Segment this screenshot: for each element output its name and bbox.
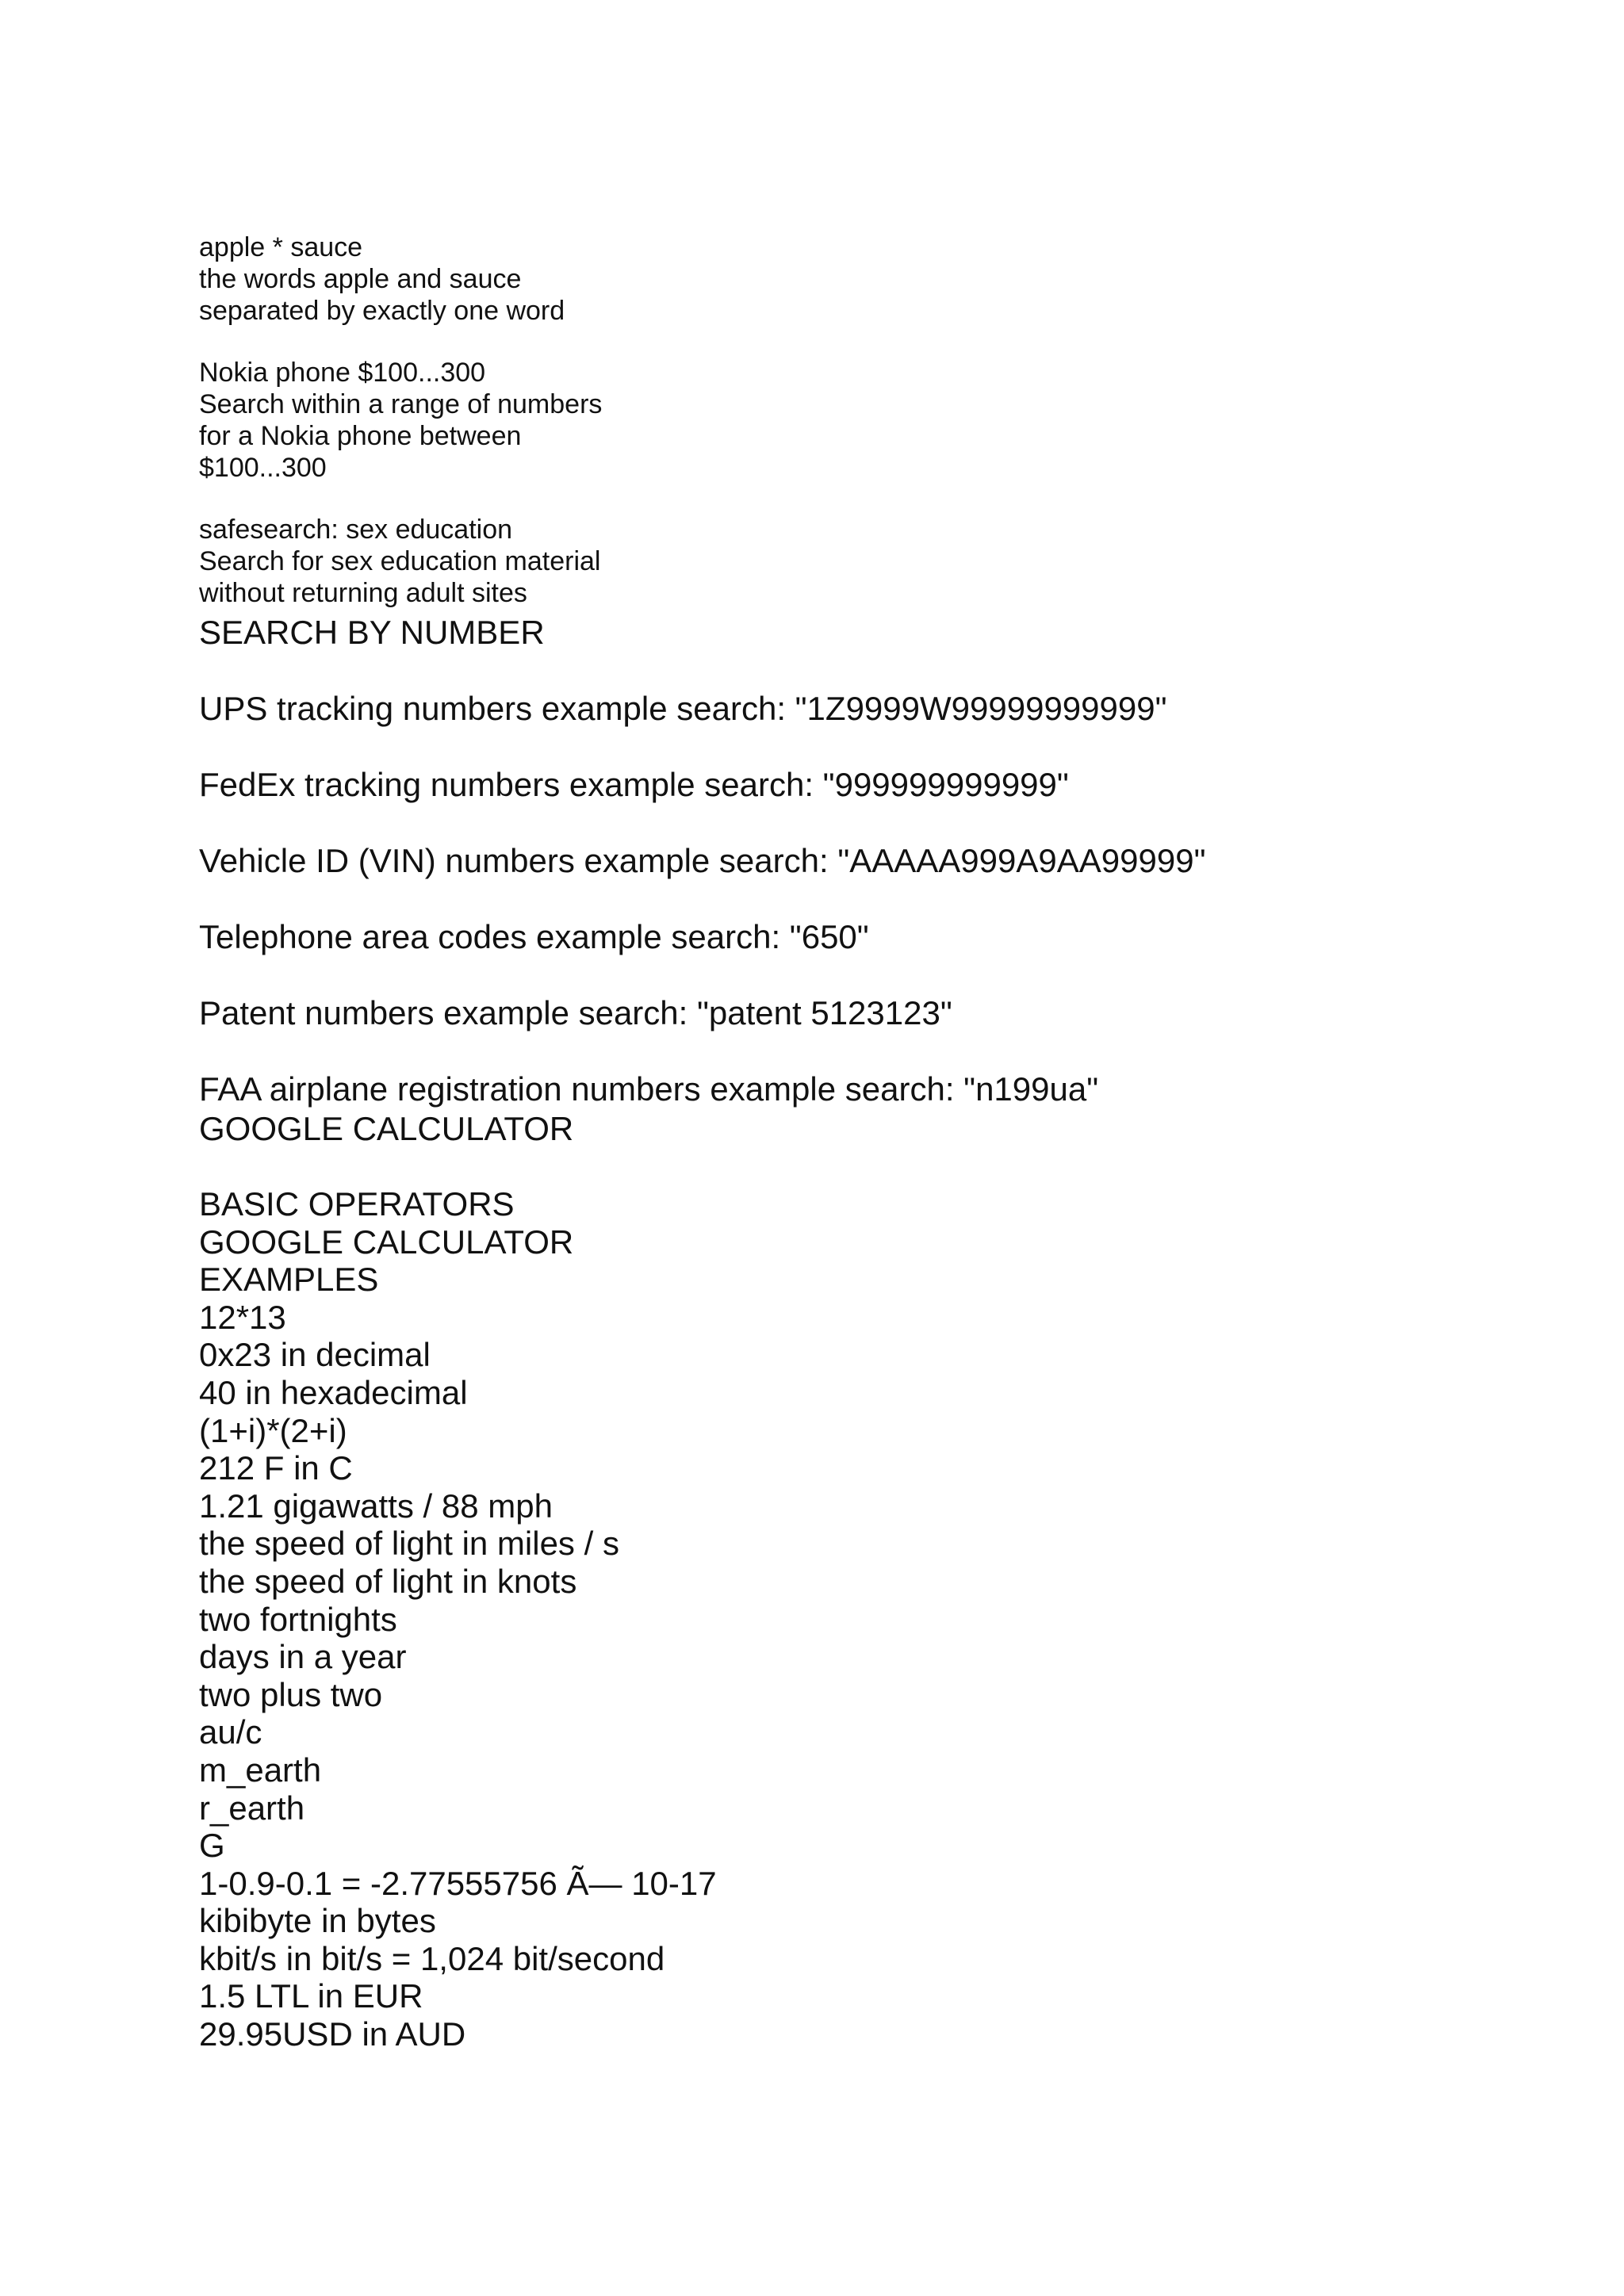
operator-example-safesearch: [199, 514, 1547, 609]
calculator-line: m_earth: [199, 1751, 322, 1789]
calculator-line: 1.21 gigawatts / 88 mph: [199, 1487, 553, 1525]
example-description: for a Nokia phone between: [199, 421, 522, 451]
calculator-line: the speed of light in knots: [199, 1562, 577, 1600]
number-example-ups: UPS tracking numbers example search: "1Z9999W99999999999": [199, 690, 1167, 727]
calculator-line: 40 in hexadecimal: [199, 1373, 468, 1411]
calculator-line: GOOGLE CALCULATOR: [199, 1223, 574, 1261]
calculator-line: au/c: [199, 1713, 262, 1751]
google-calculator-list: [199, 1185, 1547, 2053]
number-example-fedex: FedEx tracking numbers example search: "999999999999": [199, 766, 1069, 803]
search-by-number-list: [199, 690, 1547, 1108]
google-calculator-heading: GOOGLE CALCULATOR: [199, 1110, 574, 1147]
document-page: [199, 232, 1547, 2053]
example-description: $100...300: [199, 453, 327, 483]
calculator-line: two fortnights: [199, 1600, 397, 1638]
calculator-line: r_earth: [199, 1789, 305, 1827]
calculator-line: kbit/s in bit/s = 1,024 bit/second: [199, 1939, 665, 1977]
example-description: Search for sex education material: [199, 546, 601, 576]
operator-example-number-range: [199, 357, 1547, 484]
number-example-patent: Patent numbers example search: "patent 5123123": [199, 994, 952, 1031]
calculator-line: 1-0.9-0.1 = -2.77555756 Ã— 10-17: [199, 1864, 717, 1902]
example-description: separated by exactly one word: [199, 296, 565, 326]
example-query: safesearch: sex education: [199, 515, 513, 545]
number-example-faa: FAA airplane registration numbers example search: "n199ua": [199, 1070, 1099, 1108]
calculator-line: G: [199, 1827, 225, 1865]
example-description: the words apple and sauce: [199, 264, 522, 294]
calculator-line: two plus two: [199, 1675, 383, 1713]
example-query: apple * sauce: [199, 232, 363, 262]
calculator-line: the speed of light in miles / s: [199, 1525, 619, 1563]
operator-example-wildcard: [199, 232, 1547, 327]
calculator-line: BASIC OPERATORS: [199, 1185, 515, 1223]
number-example-vin: Vehicle ID (VIN) numbers example search: "AAAAA999A9AA99999": [199, 842, 1206, 879]
example-description: without returning adult sites: [199, 578, 527, 608]
search-by-number-heading: SEARCH BY NUMBER: [199, 614, 545, 651]
example-description: Search within a range of numbers: [199, 389, 603, 419]
calculator-line: days in a year: [199, 1638, 407, 1676]
calculator-line: kibibyte in bytes: [199, 1902, 436, 1940]
calculator-line: 1.5 LTL in EUR: [199, 1977, 423, 2015]
calculator-line: 212 F in C: [199, 1449, 353, 1487]
calculator-line: EXAMPLES: [199, 1261, 379, 1299]
calculator-line: 29.95USD in AUD: [199, 2015, 466, 2053]
number-example-area-code: Telephone area codes example search: "650": [199, 918, 869, 955]
calculator-line: 12*13: [199, 1298, 286, 1336]
example-query: Nokia phone $100...300: [199, 358, 486, 388]
calculator-line: (1+i)*(2+i): [199, 1411, 347, 1449]
calculator-line: 0x23 in decimal: [199, 1336, 431, 1374]
